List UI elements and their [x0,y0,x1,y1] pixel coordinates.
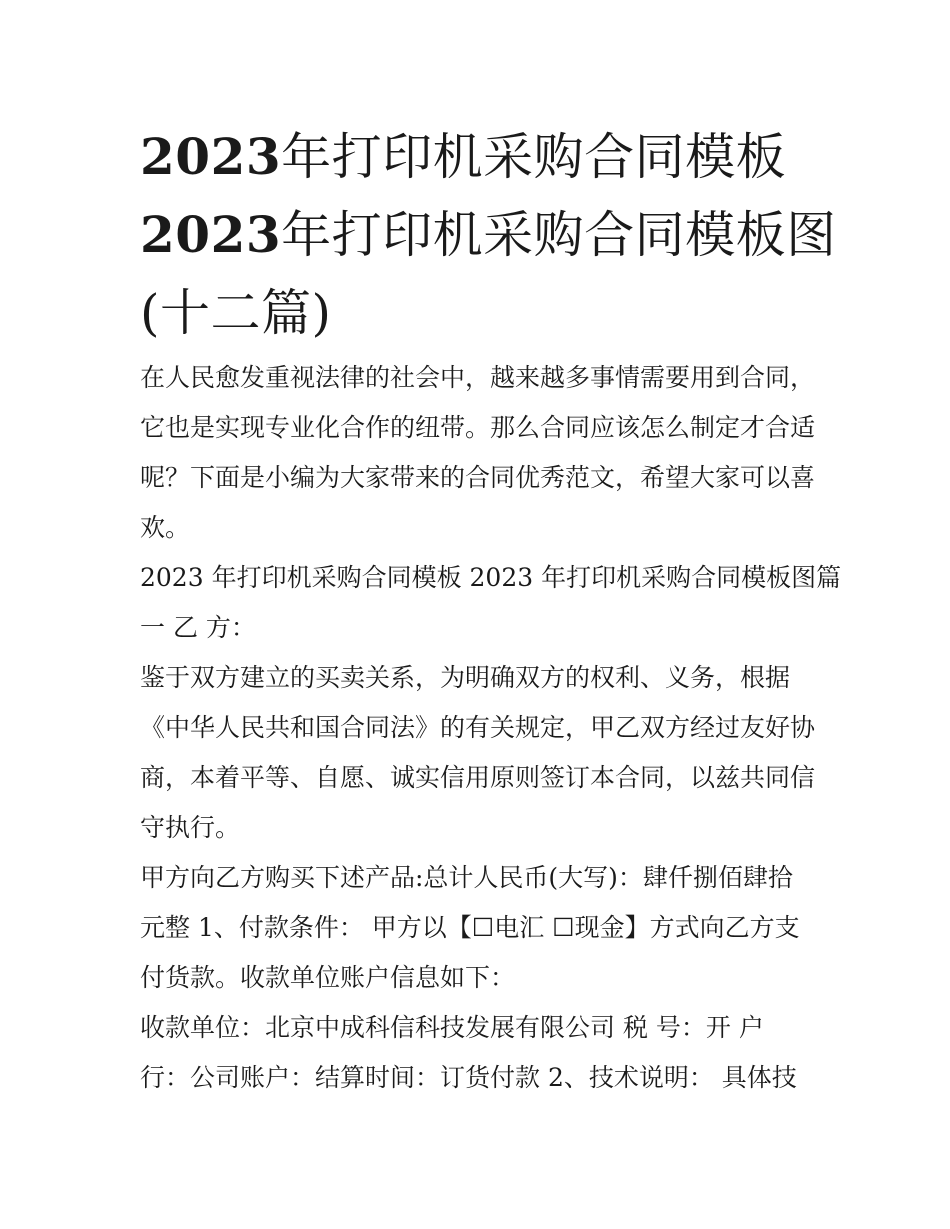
paragraph-payment [140,857,820,999]
title-line-3 [140,274,830,352]
title-line-2 [140,196,837,274]
text-line: 《中华人民共和国合同法》的有关规定，甲乙双方经过友好协 [140,713,816,742]
title-line-1 [140,118,830,196]
text-line: 它也是实现专业化合作的纽带。那么合同应该怎么制定才合适 [140,413,816,442]
title-text: 年打印机采购合同模板 [281,128,787,186]
text-line: 鉴于双方建立的买卖关系，为明确双方的权利、义务，根据 [140,663,791,692]
text-line: 欢。 [140,513,191,542]
title-text: 年打印机采购合同模板图 [281,206,837,264]
text-line: 商，本着平等、自愿、诚实信用原则签订本合同，以兹共同信 [140,763,816,792]
text-line: 甲方向乙方购买下述产品:总计人民币(大写)：肆仟捌佰肆拾 [140,863,793,892]
text-line: 元整 1、付款条件： 甲方以【☐电汇 ☐现金】方式向乙方支 [140,913,800,942]
document-title [140,118,837,352]
paragraph-section-heading [140,557,842,649]
text-line: 2023 年打印机采购合同模板 2023 年打印机采购合同模板图篇 [140,563,842,592]
text-line: 一 乙 方： [140,613,256,642]
title-text: (十二篇) [140,284,332,342]
title-year: 2023 [140,127,282,186]
text-line: 付货款。收款单位账户信息如下： [140,963,516,992]
document-body [140,357,842,1107]
text-line: 行：公司账户：结算时间：订货付款 2、技术说明： 具体技 [140,1063,797,1092]
paragraph-account-info [140,1007,820,1099]
text-line: 收款单位：北京中成科信科技发展有限公司 税 号：开 户 [140,1013,764,1042]
paragraph-intro [140,357,820,549]
title-year: 2023 [140,205,282,264]
paragraph-preamble [140,657,820,849]
text-line: 在人民愈发重视法律的社会中，越来越多事情需要用到合同， [140,363,816,392]
text-line: 守执行。 [140,813,241,842]
text-line: 呢？下面是小编为大家带来的合同优秀范文，希望大家可以喜 [140,463,816,492]
